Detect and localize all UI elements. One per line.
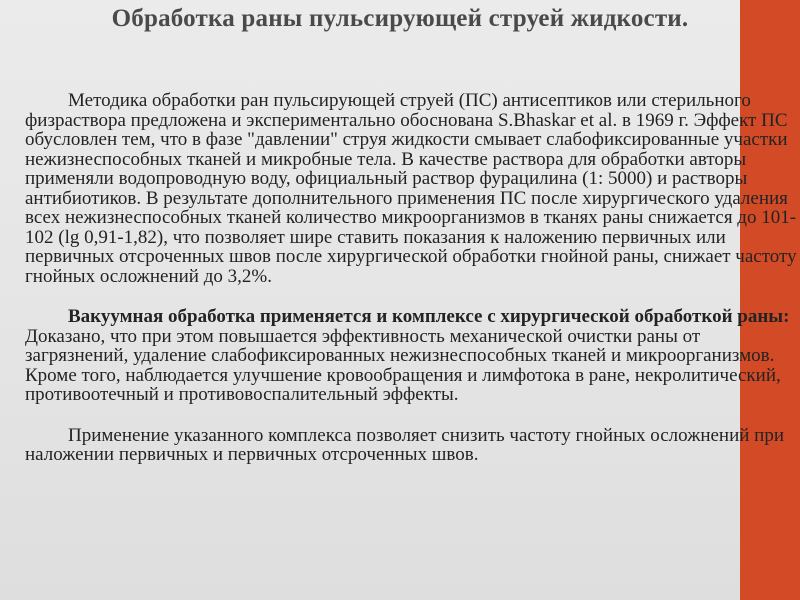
paragraph-text: Доказано, что при этом повышается эффективность механической очистки раны от загрязнений, удаление слабофиксированных нежизнеспособных тканей и микроорганизмов. Кроме того, наблюдается улучшение кровообращения и лимфотока в ране, некролитический, противоотечный и противовоспалительный эффекты.	[25, 325, 781, 405]
paragraph-vacuum-treatment	[25, 307, 800, 405]
paragraph-text: Применение указанного комплекса позволяет снизить частоту гнойных осложнений при наложении первичных и первичных отсроченных швов.	[25, 424, 785, 465]
slide-title: Обработка раны пульсирующей струей жидкости.	[111, 5, 689, 32]
slide-body	[25, 91, 800, 465]
paragraph-pulsating-jet	[25, 91, 800, 286]
paragraph-heading: Вакуумная обработка применяется и комплексе с хирургической обработкой раны:	[68, 306, 790, 327]
paragraph-complex-application	[25, 426, 800, 465]
paragraph-text: Методика обработки ран пульсирующей струей (ПС) антисептиков или стерильного физраствора предложена и экспериментально обоснована S.Bhaskar et al. в 1969 г. Эффект ПС обусловлен тем, что в фазе "давлении" струя жидкости смывает слабофиксированные участки нежизнеспособных тканей и микробные тела. В качестве раствора для обработки авторы применяли водопроводную воду, официальный раствор фурацилина (1: 5000) и растворы антибиотиков. В результате дополнительного применения ПС после хирургического удаления всех нежизнеспособных тканей количество микроорганизмов в тканях раны снижается до 101-102 (lg 0,91-1,82), что позволяет шире ставить показания к наложению первичных или первичных отсроченных швов после хирургической обработки гнойной раны, снижает частоту гнойных осложнений до 3,2%.	[25, 90, 797, 287]
